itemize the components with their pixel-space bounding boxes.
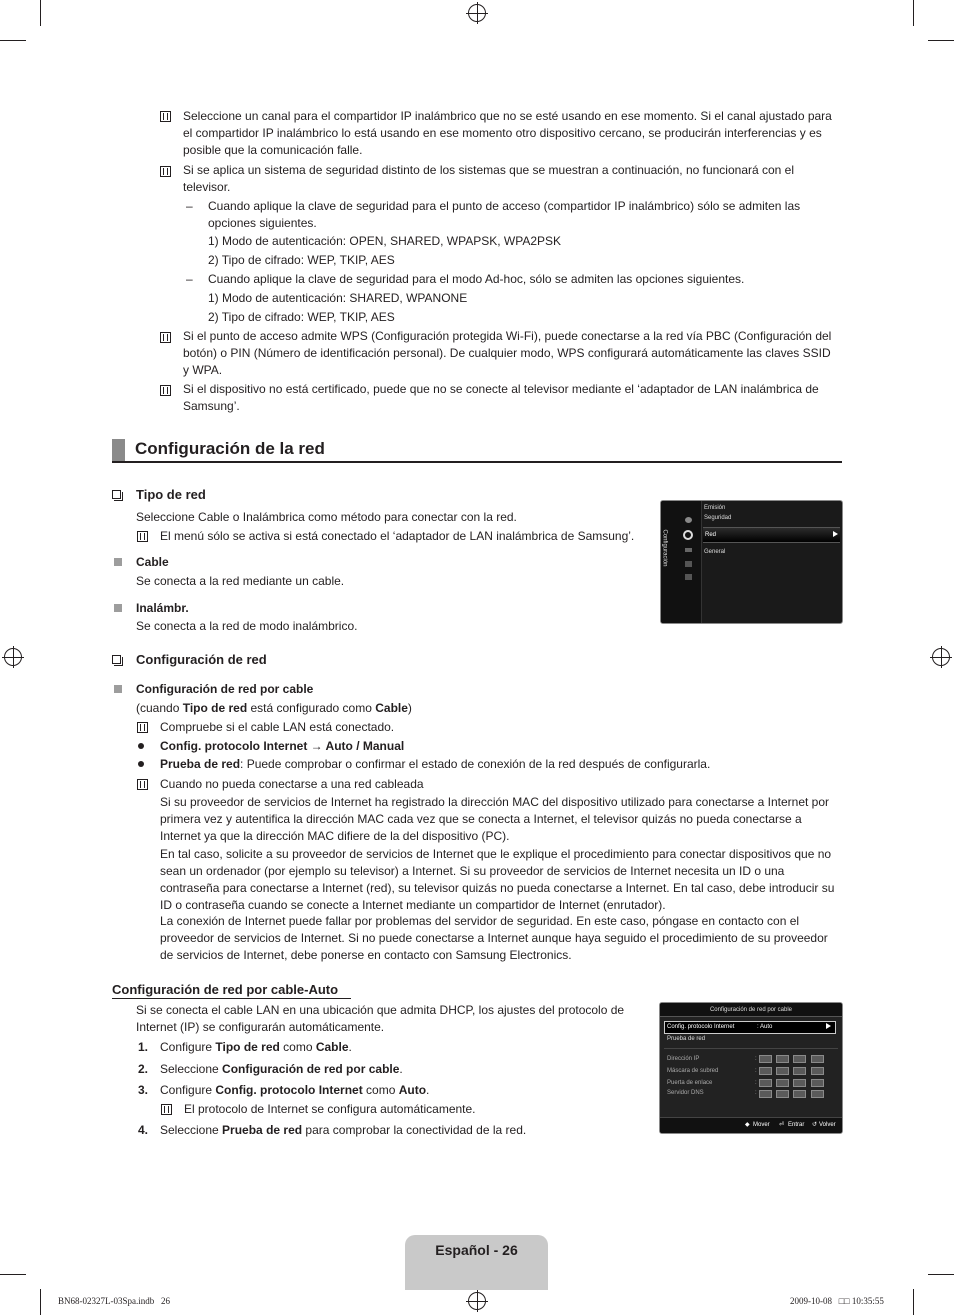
crop-mark — [928, 1274, 954, 1275]
option-title: Inalámbr. — [136, 601, 189, 615]
step-bold: Tipo de red — [215, 1040, 280, 1054]
tv-ip-box — [776, 1090, 789, 1098]
step-pre: Configure — [160, 1040, 216, 1054]
note-text: El menú sólo se activa si está conectado el ‘adaptador de LAN inalámbrica de Samsung’. — [160, 529, 635, 543]
tv-field-label: Máscara de subred — [667, 1068, 719, 1074]
condition-bold: Tipo de red — [182, 701, 248, 715]
tv-footer-move: Mover — [753, 1122, 770, 1128]
step-mid: como — [279, 1040, 316, 1054]
note-icon — [137, 722, 148, 733]
print-file-info: BN68-02327L-03Spa.indb 26 — [58, 1296, 170, 1306]
checkbox-bullet-icon — [112, 655, 121, 664]
tv-ip-box — [793, 1079, 806, 1087]
crop-mark — [40, 1289, 41, 1315]
note-icon — [160, 385, 171, 396]
bullet-text — [160, 756, 710, 773]
step-post: . — [426, 1083, 430, 1097]
subsection-heading: Configuración de red — [136, 652, 267, 667]
note-text: Si se aplica un sistema de seguridad distinto de los sistemas que se muestran a continuación, no funcionará con el televisor. — [183, 163, 795, 194]
tv-field-label: Dirección IP — [667, 1056, 700, 1062]
bullet-text: Config. protocolo Internet → Auto / Manual — [160, 739, 405, 753]
checkbox-bullet-icon — [112, 490, 121, 499]
step-pre: Seleccione — [160, 1123, 223, 1137]
step-bold: Config. protocolo Internet — [215, 1083, 363, 1097]
tv-selected-row — [703, 527, 840, 543]
tv-ip-box — [759, 1055, 772, 1063]
step-post: . — [399, 1062, 403, 1076]
registration-mark-icon — [468, 4, 486, 22]
note-icon — [160, 111, 171, 122]
option-desc: Se conecta a la red mediante un cable. — [136, 574, 345, 588]
dash-line: 1) Modo de autenticación: OPEN, SHARED, WPAPSK, WPA2PSK — [208, 234, 562, 248]
condition-bold: Cable — [375, 701, 408, 715]
tv-ip-box — [776, 1055, 789, 1063]
tv-icon — [685, 561, 692, 567]
step-number: 3. — [138, 1083, 149, 1097]
crop-mark — [0, 1274, 26, 1275]
step-pre: Configure — [160, 1083, 216, 1097]
bullet-dot-icon — [138, 743, 144, 749]
step-bold: Prueba de red — [222, 1123, 303, 1137]
option-desc: Se conecta a la red de modo inalámbrico. — [136, 619, 358, 633]
step-post: . — [348, 1040, 352, 1054]
tv-wired-config-screenshot — [659, 1002, 843, 1134]
auto-heading-underline — [112, 998, 351, 999]
dash-text: Cuando aplique la clave de seguridad para el modo Ad-hoc, sólo se admiten las opciones siguientes. — [208, 272, 745, 286]
note-text: Cuando no pueda conectarse a una red cableada — [160, 777, 424, 791]
dash-text: Cuando aplique la clave de seguridad para el punto de acceso (compartidor IP inalámbrico) sólo se admiten las opciones siguientes. — [208, 199, 801, 230]
note-icon — [137, 779, 148, 790]
step-mid: como — [362, 1083, 399, 1097]
step-text — [160, 1122, 526, 1139]
step-pre: Seleccione — [160, 1062, 223, 1076]
step-text — [160, 1061, 403, 1078]
square-bullet-icon — [114, 685, 122, 693]
note-text: Si el punto de acceso admite WPS (Configuración protegida Wi-Fi), puede conectarse a la red vía PBC (Configuración del botón) o PIN (Número de identificación personal). De cualquier modo, WPS configurará automáticamente las claves SSID y WPA. — [183, 329, 832, 377]
tv-ip-box — [759, 1079, 772, 1087]
bullet-rest: : Puede comprobar o confirmar el estado de conexión de la red después de configurarla. — [240, 757, 711, 771]
tv-menu-item: General — [704, 549, 726, 555]
desc-text: Seleccione Cable o Inalámbrica como método para conectar con la red. — [136, 510, 517, 524]
tv-ip-box — [811, 1055, 824, 1063]
registration-mark-icon — [4, 648, 22, 666]
tv-field-sep: : — [755, 1056, 757, 1062]
tv-ip-box — [759, 1067, 772, 1075]
dash-line: 1) Modo de autenticación: SHARED, WPANONE — [208, 291, 468, 305]
tv-ip-box — [776, 1079, 789, 1087]
tv-footer-enter: Entrar — [788, 1122, 805, 1128]
crop-mark — [913, 1289, 914, 1315]
dash-line: 2) Tipo de cifrado: WEP, TKIP, AES — [208, 310, 395, 324]
condition-mid: está configurado como — [247, 701, 376, 715]
tv-icon — [685, 548, 692, 552]
condition-pre: (cuando — [136, 701, 183, 715]
subsection-heading: Tipo de red — [136, 487, 206, 502]
print-date-info: 2009-10-08 □□ 10:35:55 — [790, 1296, 884, 1306]
tv-field-sep: : — [755, 1080, 757, 1086]
tv-field-sep: : — [755, 1090, 757, 1096]
step-bold: Configuración de red por cable — [222, 1062, 400, 1076]
tv-menu-item: Emisión — [704, 505, 726, 511]
note-icon — [160, 166, 171, 177]
tv-icon — [685, 517, 692, 523]
tv-title: Configuración de red por cable — [709, 1007, 793, 1013]
section-rule — [112, 461, 842, 463]
step-bold: Auto — [398, 1083, 427, 1097]
tv-menu-item-selected: Red — [705, 532, 717, 538]
tv-divider — [664, 1048, 838, 1049]
tv-ip-box — [759, 1090, 772, 1098]
tv-footer-back: Volver — [819, 1122, 836, 1128]
registration-mark-icon — [468, 1292, 486, 1310]
paragraph: Si su proveedor de servicios de Internet ha registrado la dirección MAC del dispositivo utilizado para conectarse a Internet por primera vez y autentifica la dirección MAC cada vez que se conecta a Internet, el televisor quizás no pueda conectarse a Internet ya que la dirección MAC difiere de la del dispositivo (PC). — [160, 795, 830, 843]
tv-row-label: Config. protocolo Internet — [667, 1024, 735, 1030]
tv-field-sep: : — [755, 1068, 757, 1074]
square-bullet-icon — [114, 604, 122, 612]
tv-field-label: Servidor DNS — [667, 1090, 704, 1096]
bullet-dot-icon — [138, 761, 144, 767]
tv-menu-screenshot — [660, 500, 843, 624]
gear-icon — [683, 530, 693, 540]
step-post: para comprobar la conectividad de la red. — [302, 1123, 527, 1137]
tv-icon — [685, 574, 692, 580]
option-title: Configuración de red por cable — [136, 682, 314, 696]
enter-icon: ⏎ — [779, 1122, 785, 1128]
note-icon — [137, 531, 148, 542]
condition-text — [136, 700, 412, 717]
tv-ip-box — [776, 1067, 789, 1075]
note-icon — [160, 332, 171, 343]
paragraph: En tal caso, solicite a su proveedor de servicios de Internet que le explique el procedimiento para conectar dispositivos que no sean un ordenador (por ejemplo su televisor) a Internet. Si su proveedor de servicios de Internet necesita un ID o una contraseña para conectarse a Internet (red), su televisor quizás no pueda conectarse a Internet. En tal caso, debe introducir su ID o contraseña cuando se conecte a Internet mediante un compartidor de Internet (enrutador). — [160, 847, 835, 912]
tv-side-label: Configuración — [661, 529, 668, 567]
auto-heading: Configuración de red por cable-Auto — [112, 982, 339, 997]
paragraph: La conexión de Internet puede fallar por problemas del servidor de seguridad. En este caso, póngase en contacto con el proveedor de servicios de Internet. Si no puede conectarse a Internet aunque haya seguido el procedimiento de su proveedor de servicios de Internet, debe ponerse en contacto con Samsung Electronics. — [160, 914, 828, 962]
tv-ip-box — [811, 1079, 824, 1087]
note-icon — [161, 1104, 172, 1115]
step-bold: Cable — [315, 1040, 349, 1054]
return-icon: ↺ — [812, 1122, 818, 1128]
note-text: Seleccione un canal para el compartidor IP inalámbrico que no se esté usando en ese momento. Si el canal ajustado para el compartidor IP inalámbrico lo está usando en ese momento otro dispositivo cercano, se producirán interferencias y es posible que la comunicación falle. — [183, 109, 832, 157]
tv-menu-item: Seguridad — [704, 515, 732, 521]
step-number: 4. — [138, 1123, 149, 1137]
note-text: El protocolo de Internet se configura automáticamente. — [184, 1102, 476, 1116]
tv-divider — [701, 501, 702, 623]
step-number: 2. — [138, 1062, 149, 1076]
registration-mark-icon — [932, 648, 950, 666]
tv-ip-box — [793, 1090, 806, 1098]
section-title-bar — [112, 439, 125, 461]
dash-line: 2) Tipo de cifrado: WEP, TKIP, AES — [208, 253, 395, 267]
dash-icon: – — [186, 199, 193, 213]
auto-intro: Si se conecta el cable LAN en una ubicación que admita DHCP, los ajustes del protocolo de Internet (IP) se configurarán automáticamente. — [136, 1003, 625, 1034]
option-title: Cable — [136, 555, 169, 569]
section-title: Configuración de la red — [135, 439, 325, 458]
tv-row-value: : Auto — [757, 1024, 773, 1030]
step-number: 1. — [138, 1040, 149, 1054]
bullet-bold: Prueba de red — [160, 757, 241, 771]
dash-icon: – — [186, 272, 193, 286]
crop-mark — [40, 0, 41, 26]
note-text: Si el dispositivo no está certificado, puede que no se conecte al televisor mediante el ‘adaptador de LAN inalámbrica de Samsung’. — [183, 382, 819, 413]
crop-mark — [0, 40, 26, 41]
square-bullet-icon — [114, 558, 122, 566]
tv-ip-box — [811, 1067, 824, 1075]
tv-row-label: Prueba de red — [667, 1036, 706, 1042]
note-text: Compruebe si el cable LAN está conectado. — [160, 720, 395, 734]
step-text — [160, 1039, 352, 1056]
updown-arrow-icon: ◆ — [745, 1122, 750, 1128]
tv-ip-box — [793, 1067, 806, 1075]
tv-field-label: Puerta de enlace — [667, 1080, 713, 1086]
crop-mark — [928, 40, 954, 41]
tv-ip-box — [811, 1090, 824, 1098]
tv-ip-box — [793, 1055, 806, 1063]
chevron-right-icon — [833, 531, 838, 537]
chevron-right-icon — [826, 1023, 831, 1029]
condition-post: ) — [407, 701, 412, 715]
crop-mark — [913, 0, 914, 26]
step-text — [160, 1082, 429, 1099]
page-number-label: Español - 26 — [435, 1242, 518, 1258]
